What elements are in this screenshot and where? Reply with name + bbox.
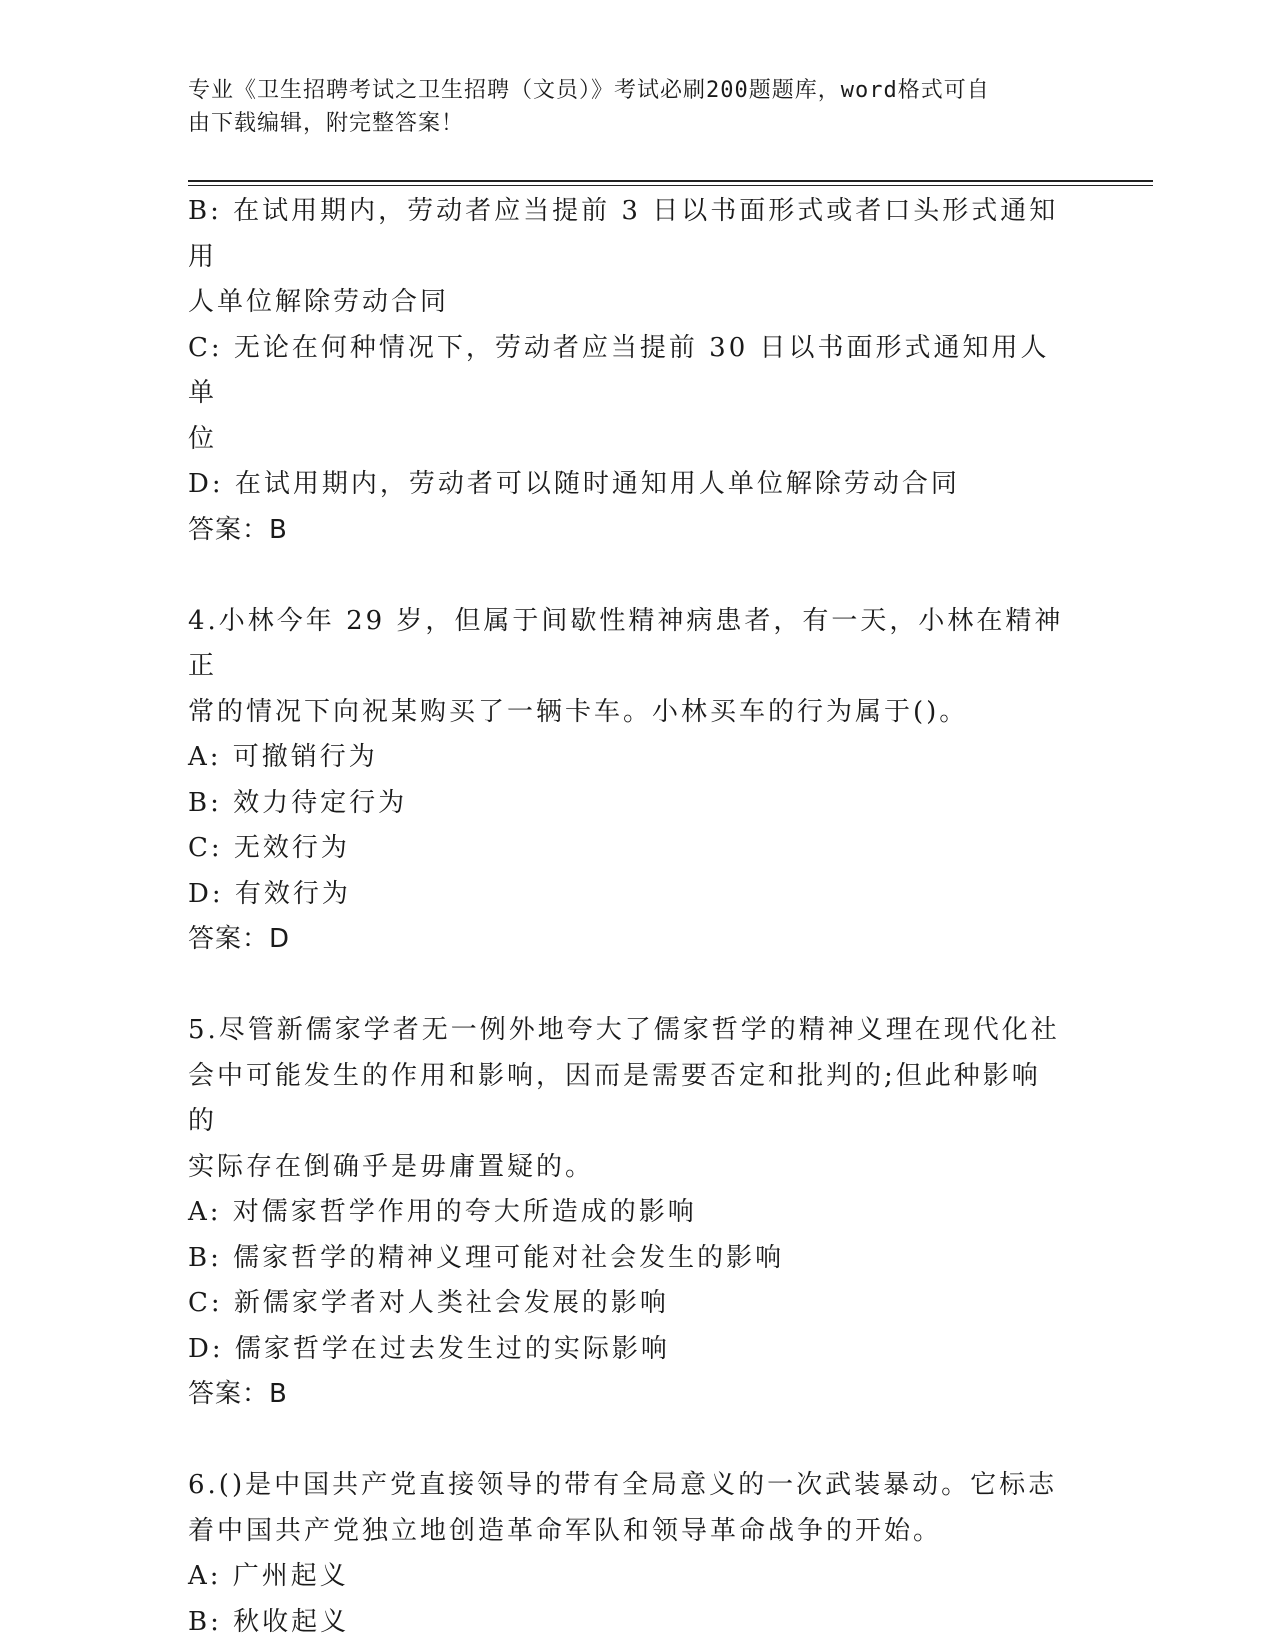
question-spacer — [188, 1418, 1068, 1464]
question-list — [188, 189, 1068, 1645]
header-title-line-2: 由下载编辑，附完整答案！ — [188, 111, 465, 136]
q5-stem-line-2: 会中可能发生的作用和影响，因而是需要否定和批判的;但此种影响的 — [188, 1060, 1041, 1136]
q3-option-b-line-2: 人单位解除劳动合同 — [188, 287, 450, 317]
q3-answer: 答案：B — [188, 514, 288, 545]
q4-answer: 答案：D — [188, 924, 291, 954]
q5-option-a: A: 对儒家哲学作用的夸大所造成的影响 — [188, 1197, 697, 1227]
q4-option-d: D: 有效行为 — [188, 878, 351, 909]
q6-option-b: B: 秋收起义 — [188, 1606, 350, 1637]
question-spacer — [188, 963, 1068, 1009]
q3-option-d: D: 在试用期内，劳动者可以随时通知用人单位解除劳动合同 — [188, 469, 960, 499]
q6-option-a: A: 广州起义 — [188, 1561, 349, 1591]
q5-stem-line-1: 5.尽管新儒家学者无一例外地夸大了儒家哲学的精神义理在现代化社 — [188, 1015, 1060, 1045]
q4-stem-line-2: 常的情况下向祝某购买了一辆卡车。小林买车的行为属于()。 — [188, 696, 969, 727]
q4-option-b: B: 效力待定行为 — [188, 787, 408, 818]
q6-stem-line-1: 6.()是中国共产党直接领导的带有全局意义的一次武装暴动。它标志 — [188, 1470, 1058, 1500]
header-rule-thin — [188, 185, 1153, 186]
q5-stem-line-3: 实际存在倒确乎是毋庸置疑的。 — [188, 1151, 595, 1182]
question-5 — [188, 1008, 1068, 1418]
q5-option-c: C: 新儒家学者对人类社会发展的影响 — [188, 1288, 669, 1318]
q4-option-a: A: 可撤销行为 — [188, 742, 378, 772]
question-6 — [188, 1463, 1068, 1645]
q3-option-c-line-1: C: 无论在何种情况下，劳动者应当提前 30 日以书面形式通知用人单 — [188, 332, 1050, 408]
question-4 — [188, 599, 1068, 963]
header-title-line-1: 专业《卫生招聘考试之卫生招聘（文员）》考试必刷200题题库，word格式可自 — [188, 78, 990, 103]
question-3-continued — [188, 189, 1068, 553]
q5-option-b: B: 儒家哲学的精神义理可能对社会发生的影响 — [188, 1242, 785, 1273]
q3-option-b-line-1: B: 在试用期内，劳动者应当提前 3 日以书面形式或者口头形式通知用 — [188, 196, 1059, 272]
q6-stem-line-2: 着中国共产党独立地创造革命军队和领导革命战争的开始。 — [188, 1515, 943, 1546]
header-rule-thick — [188, 180, 1153, 182]
q5-option-d: D: 儒家哲学在过去发生过的实际影响 — [188, 1333, 670, 1364]
question-spacer — [188, 553, 1068, 599]
q5-answer: 答案：B — [188, 1379, 288, 1409]
q3-option-c-line-2: 位 — [188, 423, 218, 454]
q4-option-c: C: 无效行为 — [188, 833, 350, 863]
q4-stem-line-1: 4.小林今年 29 岁，但属于间歇性精神病患者，有一天，小林在精神正 — [188, 605, 1064, 681]
document-header — [188, 74, 1068, 140]
